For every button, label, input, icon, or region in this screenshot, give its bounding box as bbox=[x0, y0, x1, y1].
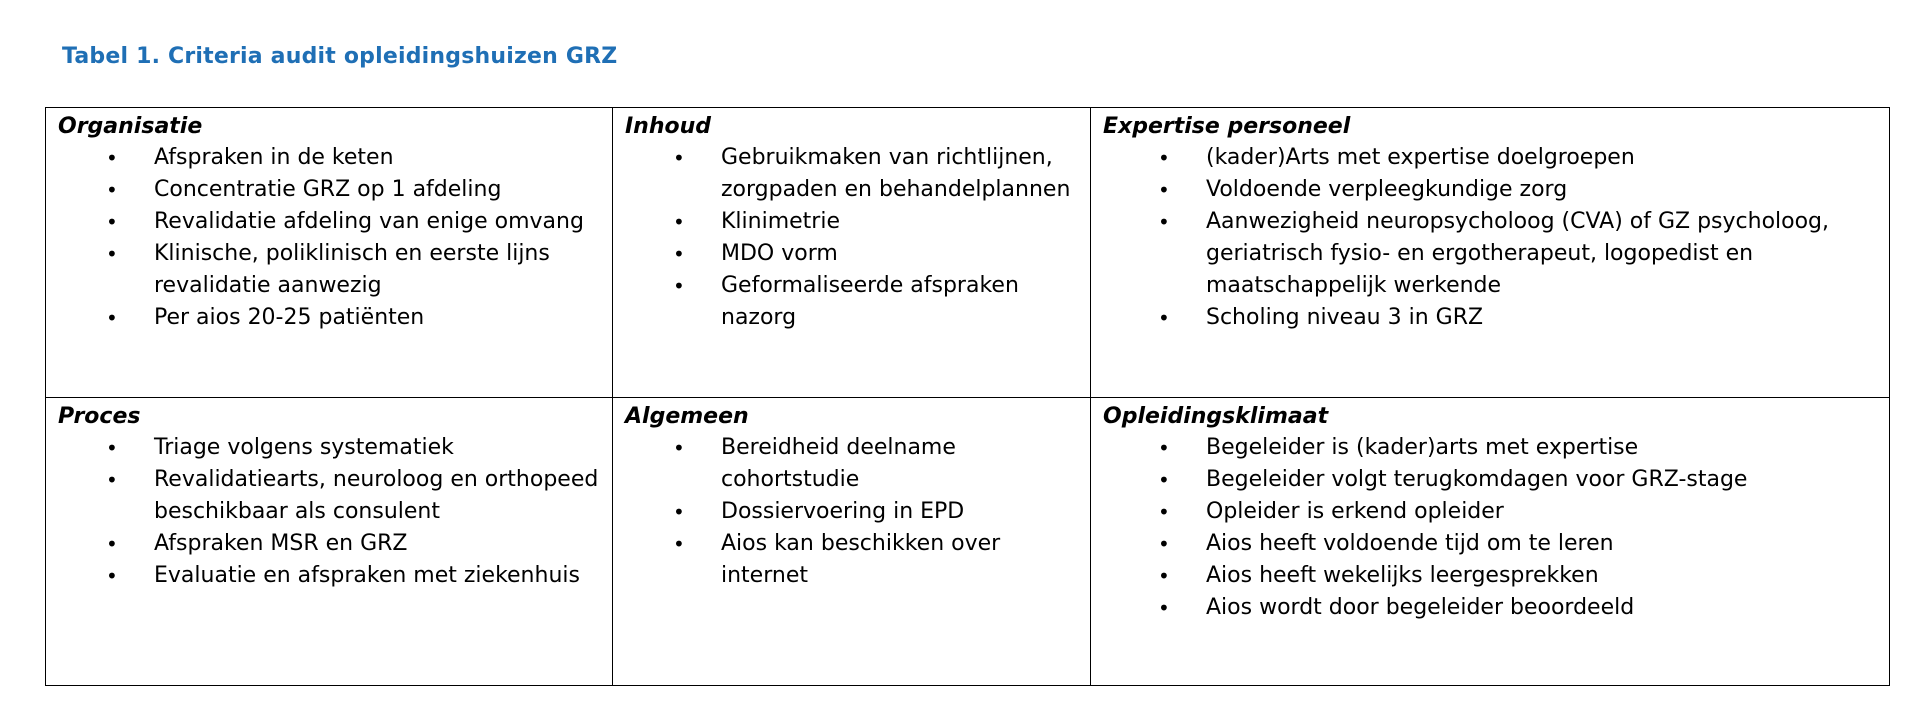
bullet-icon: • bbox=[106, 436, 118, 460]
bullet-icon: • bbox=[673, 274, 685, 298]
list-item: • Aios kan beschikken over internet bbox=[625, 528, 1090, 592]
bullet-icon: • bbox=[1158, 178, 1170, 202]
cell-organisatie bbox=[46, 108, 613, 398]
bullet-icon: • bbox=[1158, 564, 1170, 588]
bullet-icon: • bbox=[1158, 210, 1170, 234]
table-caption: Tabel 1. Criteria audit opleidingshuizen GRZ bbox=[62, 44, 618, 69]
bullet-list bbox=[58, 432, 612, 592]
table-row bbox=[46, 108, 1890, 398]
list-item: • Geformaliseerde afspraken nazorg bbox=[625, 270, 1090, 334]
list-item: • Klinimetrie bbox=[625, 206, 1090, 238]
list-item: • Evaluatie en afspraken met ziekenhuis bbox=[58, 560, 612, 592]
cell-title: Inhoud bbox=[625, 114, 712, 139]
bullet-icon: • bbox=[673, 242, 685, 266]
cell-algemeen bbox=[613, 398, 1091, 686]
bullet-icon: • bbox=[1158, 468, 1170, 492]
bullet-icon: • bbox=[1158, 146, 1170, 170]
criteria-table bbox=[45, 107, 1890, 686]
list-item: • Aios wordt door begeleider beoordeeld bbox=[1103, 592, 1889, 624]
bullet-icon: • bbox=[106, 468, 118, 492]
list-item: • Aanwezigheid neuropsycholoog (CVA) of GZ psycholoog, geriatrisch fysio- en ergotherapeut, logopedist en maatschappelijk werkende bbox=[1103, 206, 1889, 302]
bullet-icon: • bbox=[1158, 532, 1170, 556]
cell-expertise-personeel bbox=[1091, 108, 1890, 398]
bullet-icon: • bbox=[673, 532, 685, 556]
list-item: • Begeleider volgt terugkomdagen voor GRZ-stage bbox=[1103, 464, 1889, 496]
list-item: • Voldoende verpleegkundige zorg bbox=[1103, 174, 1889, 206]
list-item: • (kader)Arts met expertise doelgroepen bbox=[1103, 142, 1889, 174]
bullet-icon: • bbox=[1158, 306, 1170, 330]
cell-title: Algemeen bbox=[625, 404, 749, 429]
bullet-list bbox=[1103, 432, 1889, 624]
list-item: • Afspraken in de keten bbox=[58, 142, 612, 174]
list-item: • Bereidheid deelname cohortstudie bbox=[625, 432, 1090, 496]
list-item: • Per aios 20-25 patiënten bbox=[58, 302, 612, 334]
list-item: • Triage volgens systematiek bbox=[58, 432, 612, 464]
bullet-icon: • bbox=[106, 306, 118, 330]
list-item: • Revalidatie afdeling van enige omvang bbox=[58, 206, 612, 238]
cell-opleidingsklimaat bbox=[1091, 398, 1890, 686]
list-item: • Dossiervoering in EPD bbox=[625, 496, 1090, 528]
bullet-icon: • bbox=[106, 532, 118, 556]
list-item: • Aios heeft wekelijks leergesprekken bbox=[1103, 560, 1889, 592]
cell-title: Proces bbox=[58, 404, 141, 429]
list-item: • Gebruikmaken van richtlijnen, zorgpaden en behandelplannen bbox=[625, 142, 1090, 206]
cell-title: Expertise personeel bbox=[1103, 114, 1351, 139]
cell-title: Opleidingsklimaat bbox=[1103, 404, 1329, 429]
list-item: • Revalidatiearts, neuroloog en orthopeed beschikbaar als consulent bbox=[58, 464, 612, 528]
bullet-list bbox=[58, 142, 612, 334]
list-item: • Concentratie GRZ op 1 afdeling bbox=[58, 174, 612, 206]
bullet-icon: • bbox=[1158, 596, 1170, 620]
bullet-icon: • bbox=[673, 146, 685, 170]
cell-title: Organisatie bbox=[58, 114, 203, 139]
bullet-list bbox=[1103, 142, 1889, 334]
bullet-icon: • bbox=[106, 178, 118, 202]
bullet-icon: • bbox=[673, 500, 685, 524]
bullet-icon: • bbox=[1158, 500, 1170, 524]
cell-proces bbox=[46, 398, 613, 686]
bullet-icon: • bbox=[106, 210, 118, 234]
bullet-list bbox=[625, 142, 1090, 334]
bullet-icon: • bbox=[1158, 436, 1170, 460]
bullet-icon: • bbox=[106, 146, 118, 170]
list-item: • Klinische, poliklinisch en eerste lijns revalidatie aanwezig bbox=[58, 238, 612, 302]
table-row bbox=[46, 398, 1890, 686]
list-item: • MDO vorm bbox=[625, 238, 1090, 270]
bullet-icon: • bbox=[673, 210, 685, 234]
list-item: • Begeleider is (kader)arts met expertise bbox=[1103, 432, 1889, 464]
bullet-icon: • bbox=[106, 242, 118, 266]
list-item: • Opleider is erkend opleider bbox=[1103, 496, 1889, 528]
cell-inhoud bbox=[613, 108, 1091, 398]
bullet-list bbox=[625, 432, 1090, 592]
list-item: • Afspraken MSR en GRZ bbox=[58, 528, 612, 560]
bullet-icon: • bbox=[673, 436, 685, 460]
list-item: • Aios heeft voldoende tijd om te leren bbox=[1103, 528, 1889, 560]
bullet-icon: • bbox=[106, 564, 118, 588]
list-item: • Scholing niveau 3 in GRZ bbox=[1103, 302, 1889, 334]
